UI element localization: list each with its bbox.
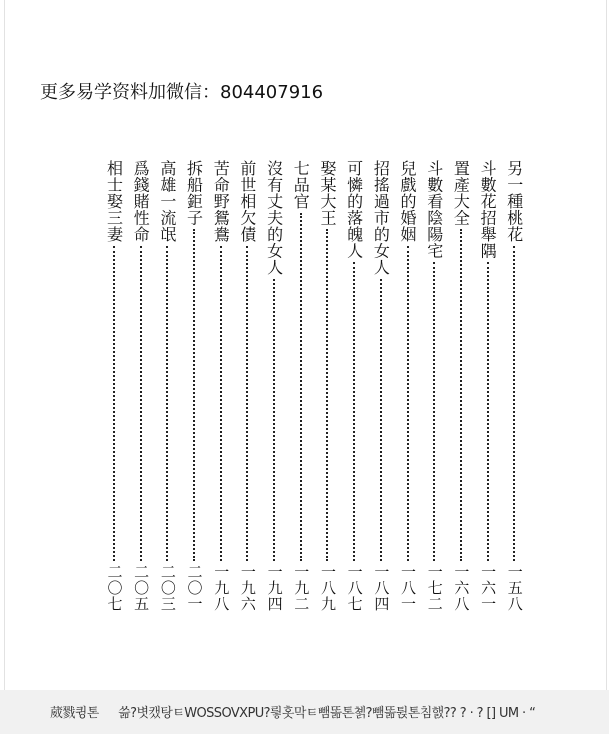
dot-leader: [300, 213, 302, 562]
toc-entry: [504, 160, 526, 612]
dot-leader: [353, 262, 355, 561]
dot-leader: [220, 246, 222, 562]
dot-leader: [113, 246, 115, 562]
toc-entry-page: 一八九: [318, 564, 337, 612]
toc-entry: [343, 160, 365, 612]
dot-leader: [407, 246, 409, 562]
toc-entry-title: 招搖過市的女人: [371, 160, 391, 276]
toc-entry: [263, 160, 285, 612]
toc-entry-title: 相士娶三妻: [104, 160, 124, 243]
toc-entry: [317, 160, 339, 612]
toc-entry-page: 一八一: [399, 564, 417, 612]
footer-garbled-text: 葳戮큉톤 쓺?볏캤탕ㅌWOSSOVXPU?릫홋막ㅌ뺌똚톤쳵?뺌똚튅톤침햀?? ? · ? [] UM · “: [50, 706, 536, 721]
toc-entry-page: 二〇七: [105, 564, 124, 612]
toc-entry-page: 一七二: [425, 564, 444, 612]
toc-entry-page: 一九八: [212, 564, 231, 612]
toc-entry-title: 另一種桃花: [504, 160, 524, 243]
toc-entry-title: 斗數花招舉隅: [478, 160, 498, 259]
dot-leader: [380, 279, 382, 562]
toc-entry-page: 一九四: [265, 564, 284, 612]
dot-leader: [487, 262, 489, 561]
dot-leader: [273, 279, 275, 562]
toc-entry-title: 爲錢賭性命: [131, 160, 151, 243]
toc-entry-page: 二〇五: [132, 564, 151, 612]
toc-entry: [103, 160, 125, 612]
toc-entry-title: 沒有丈夫的女人: [264, 160, 284, 276]
toc-entry: [237, 160, 259, 612]
dot-leader: [166, 246, 168, 562]
toc-entry-title: 置產大全: [451, 160, 471, 226]
toc-entry: [450, 160, 472, 612]
toc-entry-page: 一六八: [452, 564, 471, 612]
toc-entry: [423, 160, 445, 612]
toc-entry-title: 高雄一流氓: [157, 160, 177, 243]
dot-leader: [193, 229, 195, 561]
toc-entry-page: 二〇三: [158, 564, 177, 612]
toc-entry: [397, 160, 419, 612]
toc-entry-page: 二〇一: [185, 564, 204, 612]
dot-leader: [513, 246, 515, 562]
toc-entry-title: 兒戲的婚姻: [398, 160, 417, 243]
dot-leader: [140, 246, 142, 562]
toc-entry: [290, 160, 312, 612]
toc-entry-title: 斗數看陰陽宅: [424, 160, 444, 259]
watermark-text: 更多易学资料加微信：804407916: [40, 82, 324, 103]
toc-entry: [130, 160, 152, 612]
toc-entry: [370, 160, 392, 612]
toc-entry-title: 苦命野鴛鴦: [211, 160, 231, 243]
toc-entry: [210, 160, 232, 612]
table-of-contents: [85, 160, 525, 620]
toc-entry-title: 拆船鉅子: [184, 160, 204, 226]
toc-entry-title: 七品官: [291, 160, 311, 210]
dot-leader: [460, 229, 462, 561]
toc-entry-page: 一五八: [505, 564, 524, 612]
toc-entry: [477, 160, 499, 612]
toc-entry-page: 一八四: [372, 564, 391, 612]
toc-entry-page: 一六一: [479, 564, 498, 612]
toc-entry-title: 可憐的落魄人: [344, 160, 364, 259]
dot-leader: [326, 229, 328, 561]
toc-entry: [157, 160, 179, 612]
toc-entry-page: 一九二: [292, 564, 311, 612]
toc-entry-title: 前世相欠債: [237, 160, 257, 243]
toc-entry-page: 一九六: [238, 564, 257, 612]
toc-entry-page: 一八七: [345, 564, 364, 612]
dot-leader: [246, 246, 248, 562]
toc-entry: [183, 160, 205, 612]
toc-entry-title: 娶某大王: [317, 160, 337, 226]
dot-leader: [433, 262, 435, 561]
